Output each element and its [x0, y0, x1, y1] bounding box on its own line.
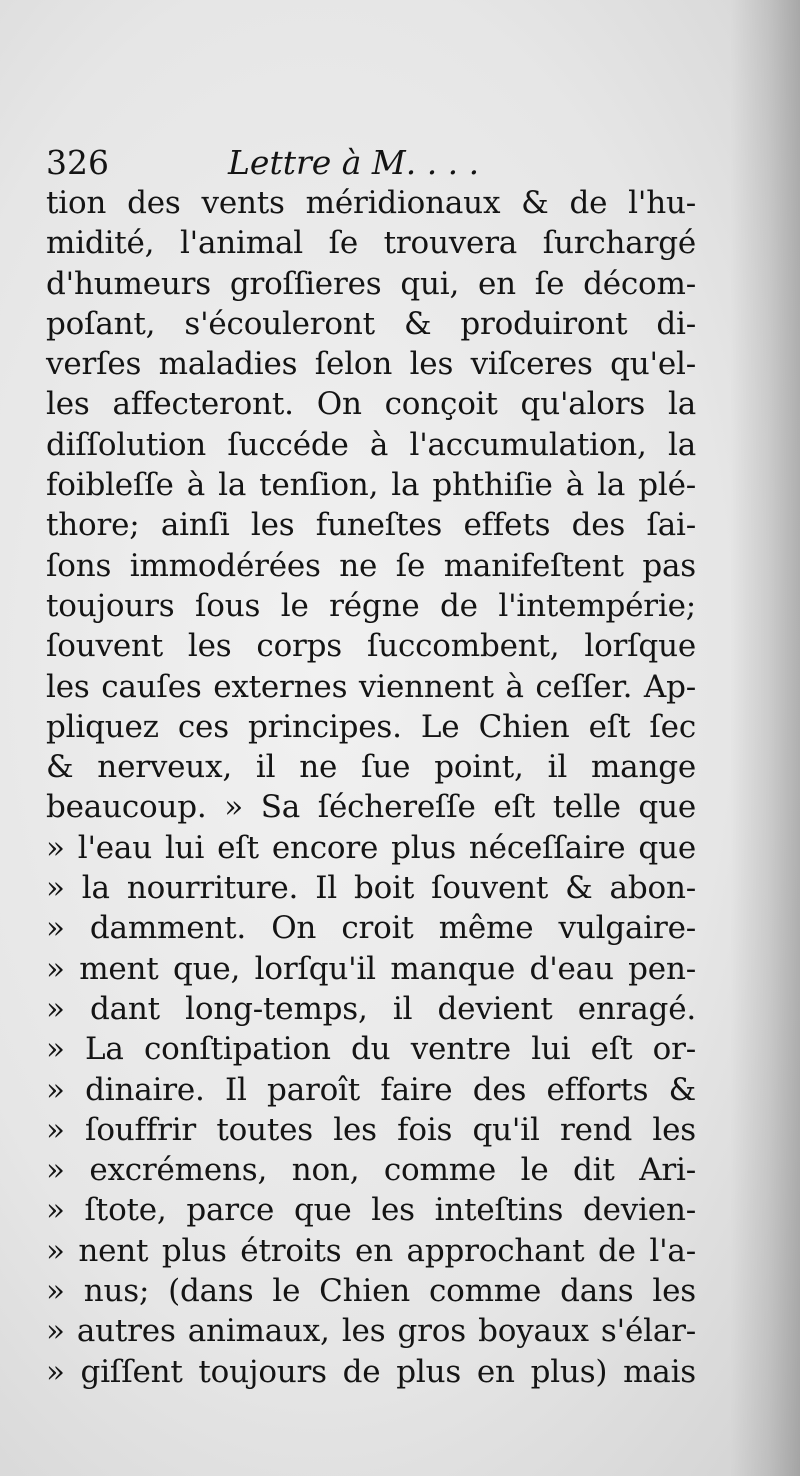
- text-line: » dinaire. Il paroît faire des efforts &: [46, 1071, 696, 1108]
- text-line: » l'eau lui eſt encore plus néceſſaire que: [46, 829, 696, 866]
- text-line: » ment que, lorſqu'il manque d'eau pen-: [46, 950, 696, 987]
- page-number: 326: [46, 143, 109, 182]
- text-line: toujours ſous le régne de l'intempérie;: [46, 587, 696, 624]
- text-line: foibleſſe à la tenſion, la phthiſie à la plé-: [46, 467, 696, 504]
- text-line: poſant, s'écouleront & produiront di-: [46, 305, 696, 342]
- text-line: pliquez ces principes. Le Chien eſt ſec: [46, 708, 696, 745]
- text-line: » giſſent toujours de plus en plus) mais: [46, 1353, 696, 1390]
- text-line: les cauſes externes viennent à ceſſer. Ap-: [46, 668, 696, 705]
- text-line: » nus; (dans le Chien comme dans les: [46, 1273, 696, 1310]
- body-text: [46, 183, 696, 1392]
- text-line: les affecteront. On conçoit qu'alors la: [46, 386, 696, 423]
- running-head: Lettre à M. . . .: [228, 143, 480, 182]
- text-line: verſes maladies ſelon les viſceres qu'el-: [46, 346, 696, 383]
- text-line: beaucoup. » Sa ſéchereſſe eſt telle que: [46, 789, 696, 826]
- text-line: » nent plus étroits en approchant de l'a-: [46, 1232, 696, 1269]
- text-line: diſſolution ſuccéde à l'accumulation, la: [46, 426, 696, 463]
- text-line: tion des vents méridionaux & de l'hu-: [46, 185, 696, 221]
- text-line: » ſouffrir toutes les fois qu'il rend les: [46, 1111, 696, 1148]
- text-line: ſouvent les corps ſuccombent, lorſque: [46, 628, 696, 665]
- text-line: d'humeurs groſſieres qui, en ſe décom-: [46, 265, 696, 302]
- text-line: » autres animaux, les gros boyaux s'élar-: [46, 1313, 696, 1350]
- text-line: » la nourriture. Il boit ſouvent & abon-: [46, 870, 696, 907]
- text-line: » damment. On croit même vulgaire-: [46, 910, 696, 947]
- page-header: [46, 140, 746, 186]
- text-line: » dant long-temps, il devient enragé.: [46, 990, 696, 1027]
- text-line: ſons immodérées ne ſe manifeſtent pas: [46, 547, 696, 584]
- spine-shadow: [730, 0, 800, 1476]
- text-line: » excrémens, non, comme le dit Ari-: [46, 1152, 696, 1189]
- text-line: » ſtote, parce que les inteſtins devien-: [46, 1192, 696, 1229]
- text-line: midité, l'animal ſe trouvera ſurchargé: [46, 225, 696, 262]
- text-line: thore; ainſi les funeſtes effets des ſai-: [46, 507, 696, 544]
- text-line: » La conſtipation du ventre lui eſt or-: [46, 1031, 696, 1068]
- text-line: & nerveux, il ne ſue point, il mange: [46, 749, 696, 786]
